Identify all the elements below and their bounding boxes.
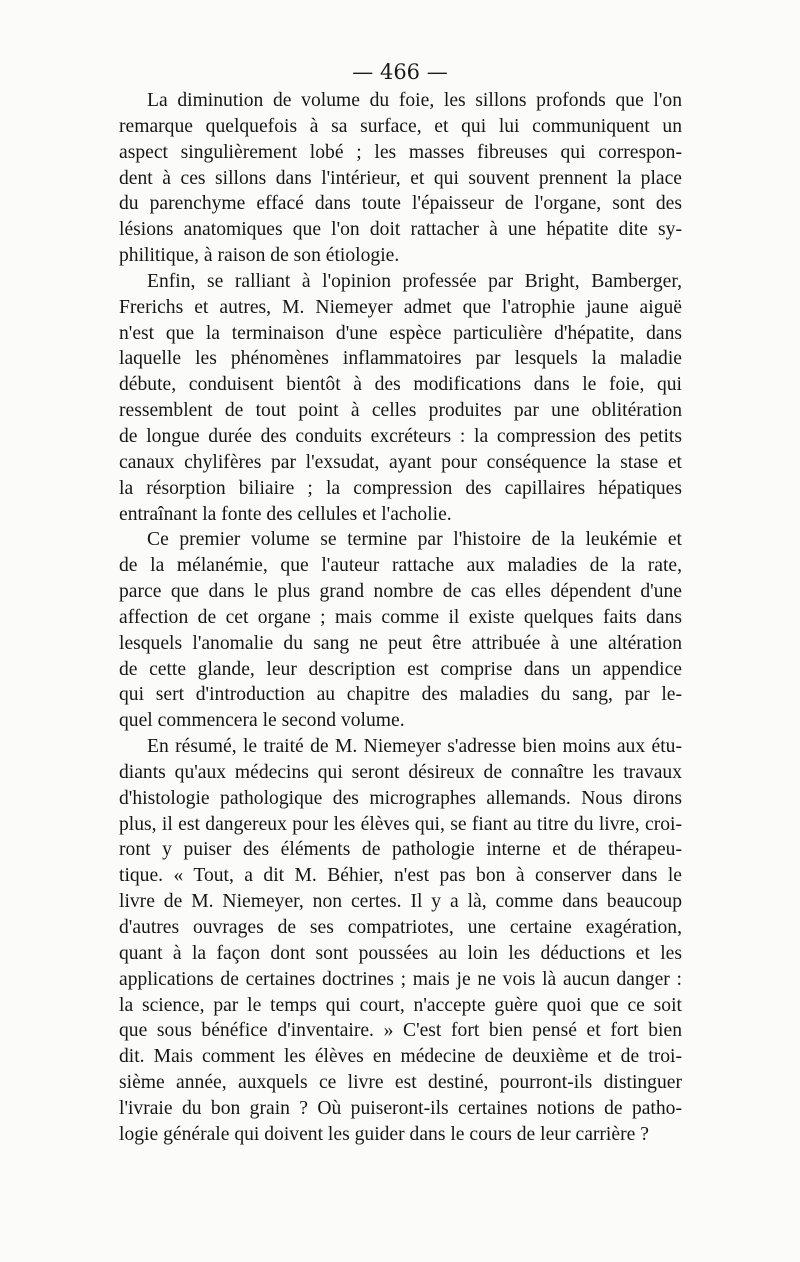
- text-line: lesquels l'anomalie du sang ne peut être attribuée à une altération: [119, 632, 682, 654]
- text-line: la science, par le temps qui court, n'accepte guère quoi que ce soit: [119, 994, 682, 1016]
- text-line: diants qu'aux médecins qui seront désireux de connaître les travaux: [119, 761, 682, 783]
- text-line: lésions anatomiques que l'on doit rattacher à une hépatite dite sy-: [119, 219, 682, 241]
- text-line: d'autres ouvrages de ses compatriotes, une certaine exagération,: [119, 917, 682, 938]
- text-line: sième année, auxquels ce livre est destiné, pourront-ils distinguer: [119, 1072, 682, 1094]
- text-line: plus, il est dangereux pour les élèves qui, se fiant au titre du livre, croi-: [119, 813, 682, 835]
- text-line: parce que dans le plus grand nombre de cas elles dépendent d'une: [119, 581, 682, 603]
- text-line: d'histologie pathologique des micrographes allemands. Nous dirons: [119, 787, 682, 809]
- text-line: La diminution de volume du foie, les sillons profonds que l'on: [147, 90, 682, 111]
- text-line: livre de M. Niemeyer, non certes. Il y a là, comme dans beaucoup: [119, 891, 682, 913]
- paragraph: [119, 269, 682, 527]
- text-line: de cette glande, leur description est comprise dans un appendice: [119, 658, 682, 680]
- text-line: n'est que la terminaison d'une espèce particulière d'hépatite, dans: [119, 322, 682, 344]
- text-line: débute, conduisent bientôt à des modifications dans le foie, qui: [119, 374, 682, 396]
- text-line: entraînant la fonte des cellules et l'acholie.: [119, 503, 452, 525]
- text-line: laquelle les phénomènes inflammatoires par lesquels la maladie: [119, 348, 682, 370]
- text-line: Ce premier volume se termine par l'histoire de la leukémie et: [147, 529, 682, 551]
- paragraph: [119, 527, 682, 734]
- text-line: du parenchyme effacé dans toute l'épaisseur de l'organe, sont des: [119, 193, 682, 215]
- text-line: que sous bénéfice d'inventaire. » C'est fort bien pensé et fort bien: [119, 1020, 682, 1042]
- text-line: applications de certaines doctrines ; mais je ne vois là aucun danger :: [119, 968, 682, 990]
- text-line: Frerichs et autres, M. Niemeyer admet que l'atrophie jaune aiguë: [119, 296, 682, 318]
- text-line: logie générale qui doivent les guider dans le cours de leur carrière ?: [119, 1123, 649, 1145]
- text-line: affection de cet organe ; mais comme il existe quelques faits dans: [119, 606, 682, 628]
- text-line: remarque quelquefois à sa surface, et qui lui communiquent un: [119, 115, 682, 137]
- text-line: tique. « Tout, a dit M. Béhier, n'est pas bon à conserver dans le: [119, 865, 682, 887]
- text-line: philitique, à raison de son étiologie.: [119, 245, 400, 267]
- text-line: ressemblent de tout point à celles produites par une oblitération: [119, 400, 682, 422]
- text-line: En résumé, le traité de M. Niemeyer s'adresse bien moins aux étu-: [147, 736, 682, 758]
- text-line: de longue durée des conduits excréteurs : la compression des petits: [119, 425, 682, 447]
- text-line: qui sert d'introduction au chapitre des maladies du sang, par le-: [119, 684, 682, 706]
- text-line: Enfin, se ralliant à l'opinion professée par Bright, Bamberger,: [147, 270, 682, 292]
- text-line: dit. Mais comment les élèves en médecine de deuxième et de troi-: [119, 1046, 682, 1068]
- text-line: ront y puiser des éléments de pathologie interne et de thérapeu-: [119, 839, 682, 861]
- text-line: dent à ces sillons dans l'intérieur, et qui souvent prennent la place: [119, 167, 682, 189]
- text-line: la résorption biliaire ; la compression des capillaires hépatiques: [119, 477, 682, 499]
- text-line: de la mélanémie, que l'auteur rattache aux maladies de la rate,: [119, 555, 682, 577]
- text-line: l'ivraie du bon grain ? Où puiseront-ils certaines notions de patho-: [119, 1097, 682, 1119]
- text-line: canaux chylifères par l'exsudat, ayant pour conséquence la stase et: [119, 451, 682, 473]
- text-line: aspect singulièrement lobé ; les masses fibreuses qui correspon-: [119, 141, 682, 163]
- body-text: [119, 88, 682, 1148]
- text-line: quant à la façon dont sont poussées au loin les déductions et les: [119, 942, 682, 964]
- page-number: — 466 —: [352, 60, 448, 84]
- text-line: quel commencera le second volume.: [119, 710, 405, 732]
- paragraph: [119, 734, 682, 1148]
- paragraph: [119, 88, 682, 269]
